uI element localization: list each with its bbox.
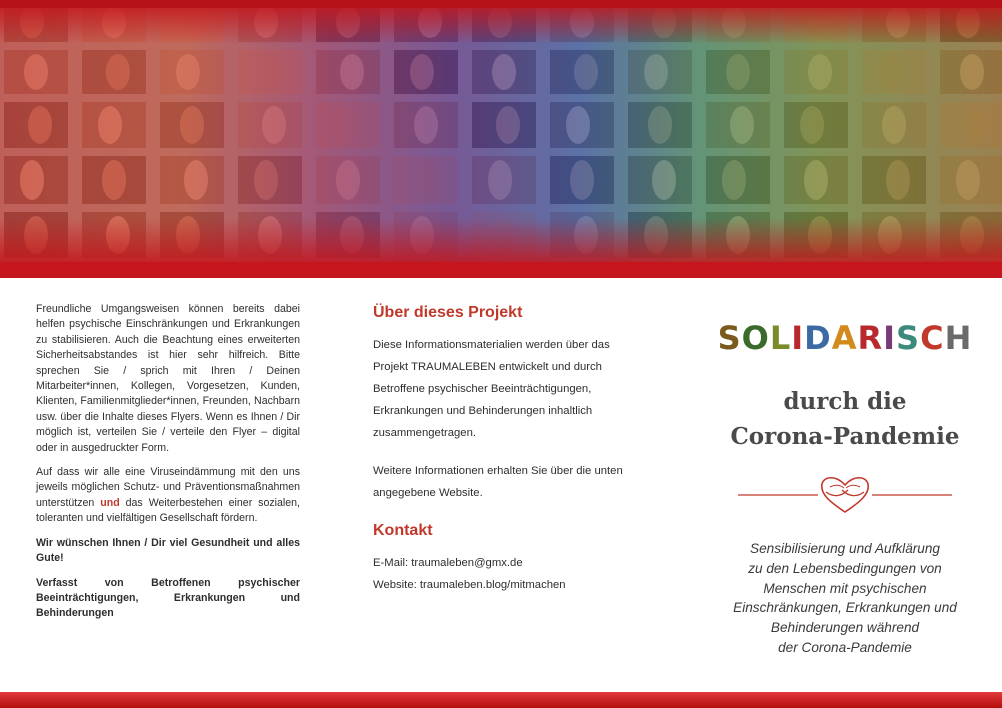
solidarisch-letter: L xyxy=(769,319,792,357)
description-line: Einschränkungen, Erkrankungen und xyxy=(733,600,957,616)
right-column xyxy=(710,320,980,658)
description-line: Menschen mit psychischen xyxy=(763,580,927,596)
info-text: Weitere Informationen erhalten Sie über die unten angegebene Website. xyxy=(373,465,623,499)
solidarisch-title xyxy=(710,320,980,356)
contact-heading: Kontakt xyxy=(373,522,433,539)
contact-website: Website: traumaleben.blog/mitmachen xyxy=(373,579,566,591)
project-text: Diese Informationsmaterialien werden über das Projekt TRAUMALEBEN entwickelt und durch Betroffene psychischer Beeinträchtigungen, Erkrankungen und Behinderungen inhaltlich zusammengetragen. xyxy=(373,339,610,439)
project-heading: Über dieses Projekt xyxy=(373,304,523,321)
solidarisch-letter: R xyxy=(857,319,884,357)
description-line: der Corona-Pandemie xyxy=(778,639,912,655)
prevention-text-start: Auf dass wir alle eine Viruseindämmung mit den uns jeweils möglichen Schutz- und Präventionsmaßnahmen unterstützen xyxy=(36,466,300,509)
solidarisch-letter: H xyxy=(944,319,973,357)
author-text: Verfasst von Betroffenen psychischer Beeinträchtigungen, Erkrankungen und Behinderungen xyxy=(36,576,300,620)
intro-paragraph: Freundliche Umgangsweisen können bereits dabei helfen psychische Einschränkungen und Erkrankungen zu stabilisieren. Auch die Beachtung eines erweiterten Sicherheitsabstandes ist hier sehr hilfreich. Bitte sprechen Sie / sprich mit Ihren / Deinen Mitarbeiter*innen, Kollegen, Vorgesetzen, Kunden, Klienten, Familienmitglieder*innen, Freunden, Nachbarn usw. über die Inhalte dieses Flyers. Wenn es Ihnen / Dir möglich ist, verteilen Sie / verteile den Flyer – digital oder in ausgedruckter Form. xyxy=(36,303,300,454)
description-line: zu den Lebensbedingungen von xyxy=(748,560,942,576)
wish-text: Wir wünschen Ihnen / Dir viel Gesundheit und alles Gute! xyxy=(36,536,300,565)
solidarisch-letter: C xyxy=(920,319,945,357)
description-line: Behinderungen während xyxy=(770,620,920,636)
description-line: Sensibilisierung und Aufklärung xyxy=(750,541,940,556)
description xyxy=(710,539,980,658)
footer-red-bar xyxy=(0,692,1002,708)
subtitle-line-2: Corona-Pandemie xyxy=(730,423,960,450)
banner-red-bar xyxy=(0,262,1002,278)
contact-email: E-Mail: traumaleben@gmx.de xyxy=(373,557,523,569)
subtitle-line-1: durch die xyxy=(783,388,907,415)
faces-collage-image xyxy=(0,0,1002,278)
header-banner-image xyxy=(0,0,1002,278)
prevention-paragraph xyxy=(36,465,300,527)
solidarisch-letter: S xyxy=(717,319,742,357)
heart-hands-icon xyxy=(738,470,952,520)
solidarisch-letter: O xyxy=(741,319,770,357)
author-paragraph xyxy=(36,576,300,622)
wish-paragraph xyxy=(36,536,300,567)
middle-column xyxy=(373,302,643,596)
banner-bottom-fade xyxy=(0,218,1002,268)
solidarisch-letter: S xyxy=(896,319,921,357)
banner-top-bar xyxy=(0,0,1002,8)
solidarisch-letter: I xyxy=(883,319,897,357)
subtitle xyxy=(710,384,980,454)
prevention-accent-word: und xyxy=(100,496,120,509)
solidarisch-letter: D xyxy=(804,319,832,357)
left-column xyxy=(36,302,300,631)
solidarisch-letter: A xyxy=(831,319,858,357)
prevention-text-end: das Weiterbestehen einer sozialen, toleranten und vielfältigen Gesellschaft fördern. xyxy=(36,496,300,525)
solidarisch-letter: I xyxy=(791,319,805,357)
